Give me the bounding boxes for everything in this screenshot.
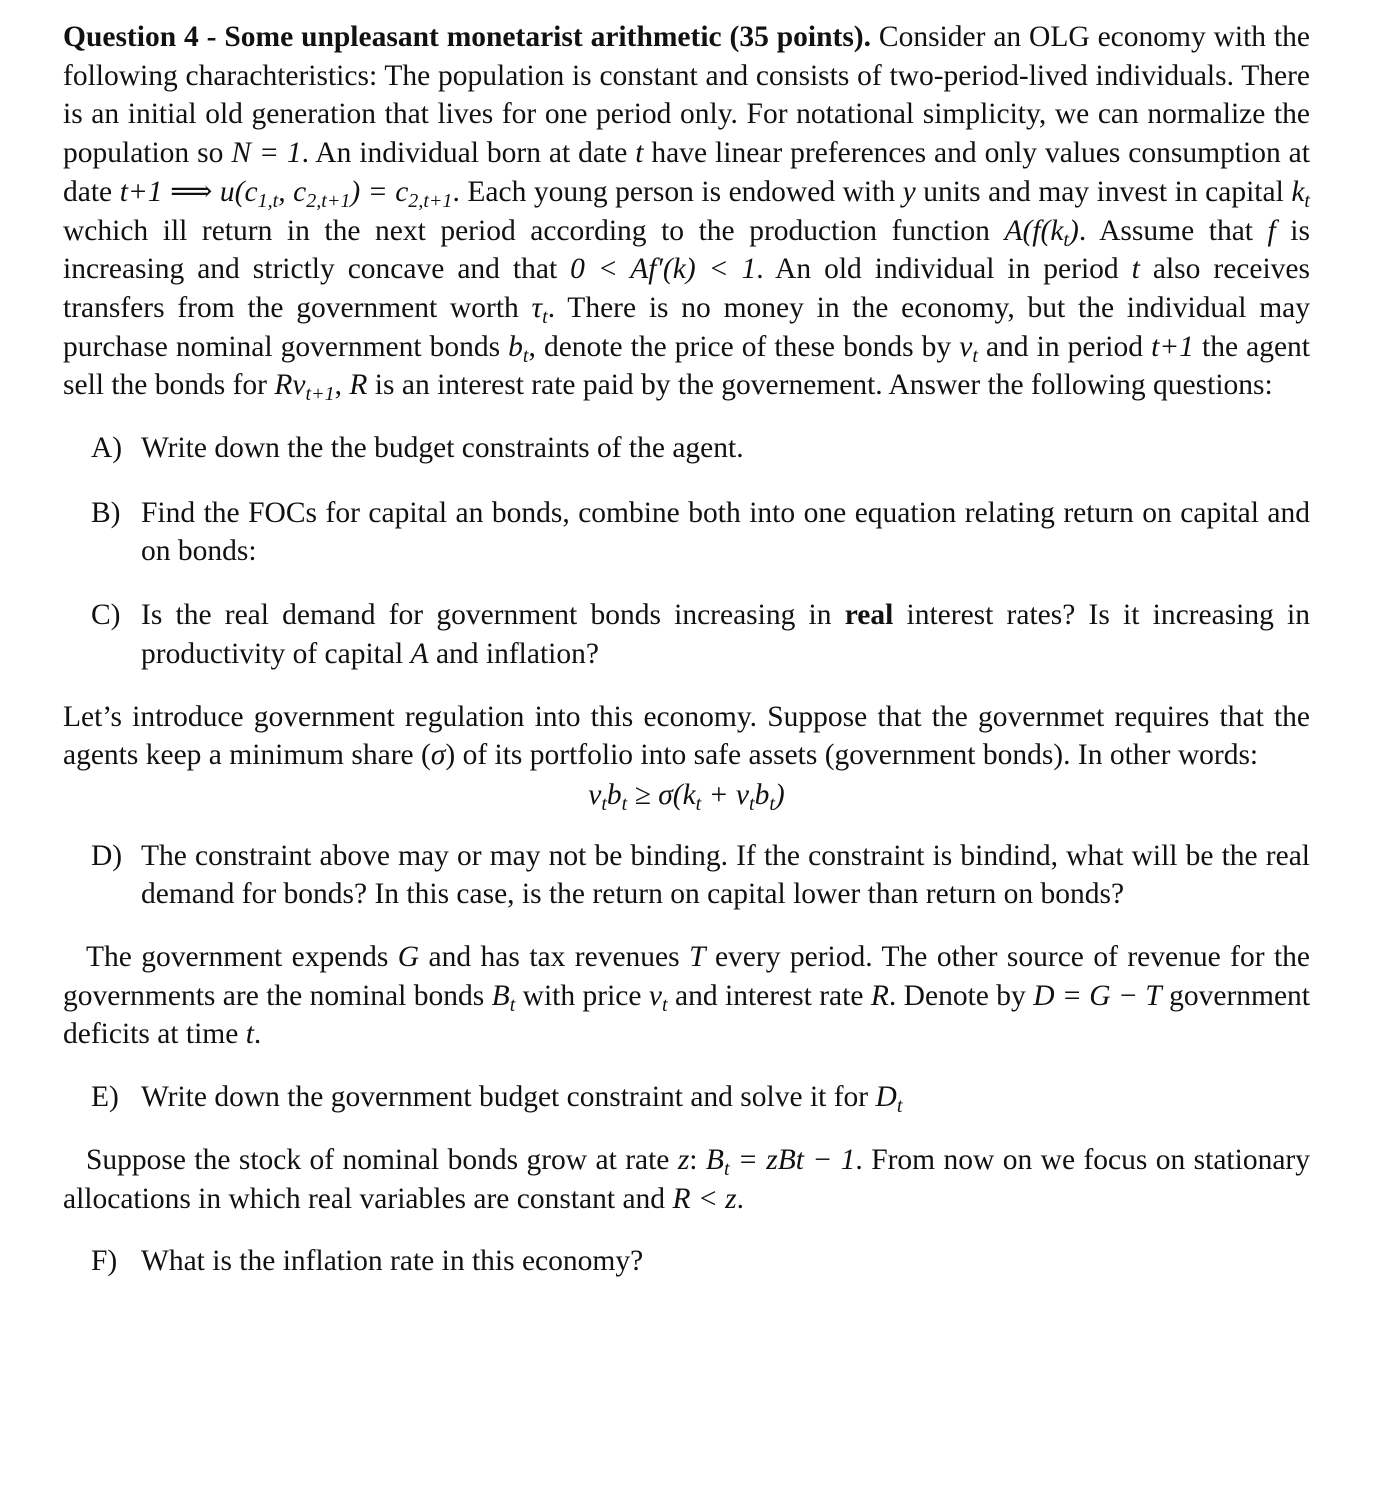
item-label: E) xyxy=(91,1081,119,1114)
question-item-e: E) Write down the government budget constraint and solve it for $D_t$ xyxy=(63,1078,1310,1117)
item-label: D) xyxy=(91,839,123,872)
item-text: The constraint above may or may not be binding. If the constraint is bindind, what will be the real demand for bonds? In this case, is the return on capital lower than return on bonds? xyxy=(141,839,1310,911)
item-label: F) xyxy=(91,1245,118,1278)
item-text: What is the inflation rate in this economy? xyxy=(141,1245,644,1278)
item-text: Write down the the budget constraints of the agent. xyxy=(141,432,744,465)
portfolio-constraint-equation: $v_tb_t \ge \sigma(k_t + v_tb_t)$ xyxy=(588,778,785,815)
question-item-a xyxy=(63,429,1310,468)
question-item-c: C) Is the real demand for government bonds increasing in real interest rates? Is it increasing in productivity of capital A and inflation? xyxy=(63,596,1310,673)
question-title: Question 4 - Some unpleasant monetarist arithmetic (35 points). xyxy=(63,21,871,53)
bond-growth-paragraph: Suppose the stock of nominal bonds grow at rate z: $B_t$ = zBt − 1. From now on we focus on stationary allocations in which real variables are constant and R < z. xyxy=(63,1143,1310,1215)
question-item-b xyxy=(63,494,1310,571)
question-item-f xyxy=(63,1242,1310,1281)
intro-paragraph: Question 4 - Some unpleasant monetarist arithmetic (35 points). Consider an OLG economy with the following charachteristics: The population is constant and consists of two-period-lived individuals. There is an initial old generation that lives for one period only. For notational simplicity, we can normalize the population so N = 1. An individual born at date t have linear preferences and only values consumption at date t+1 ⟹ $u(c_{1,t}$, $c_{2,t+1}) = c_{2,t+1}$. Each young person is endowed with y units and may invest in capital $k_t$ wchich ill return in the next period according to the production function $A(f(k_t)$. Assume that f is increasing and strictly concave and that 0 < Af′(k) < 1. An old individual in period t also receives transfers from the government worth $\tau_t$. There is no money in the economy, but the individual may purchase nominal government bonds $b_t$, denote the price of these bonds by $v_t$ and in period t+1 the agent sell the bonds for $Rv_{t+1}$, R is an interest rate paid by the governement. Answer the following questions: xyxy=(63,21,1310,406)
regulation-paragraph: Let’s introduce government regulation into this economy. Suppose that the governmet requires that the agents keep a minimum share (σ) of its portfolio into safe assets (government bonds). In other words: xyxy=(63,700,1310,772)
government-paragraph: The government expends G and has tax revenues T every period. The other source of revenue for the governments are the nominal bonds $B_t$ with price $v_t$ and interest rate R. Denote by D = G − T government deficits at time t. xyxy=(63,941,1311,1051)
question-page xyxy=(63,18,1310,1281)
item-text: Find the FOCs for capital an bonds, combine both into one equation relating return on capital and on bonds: xyxy=(141,496,1310,568)
item-label: C) xyxy=(91,599,121,632)
item-label: A) xyxy=(91,432,123,465)
question-item-d xyxy=(63,837,1310,914)
item-label: B) xyxy=(91,496,121,529)
